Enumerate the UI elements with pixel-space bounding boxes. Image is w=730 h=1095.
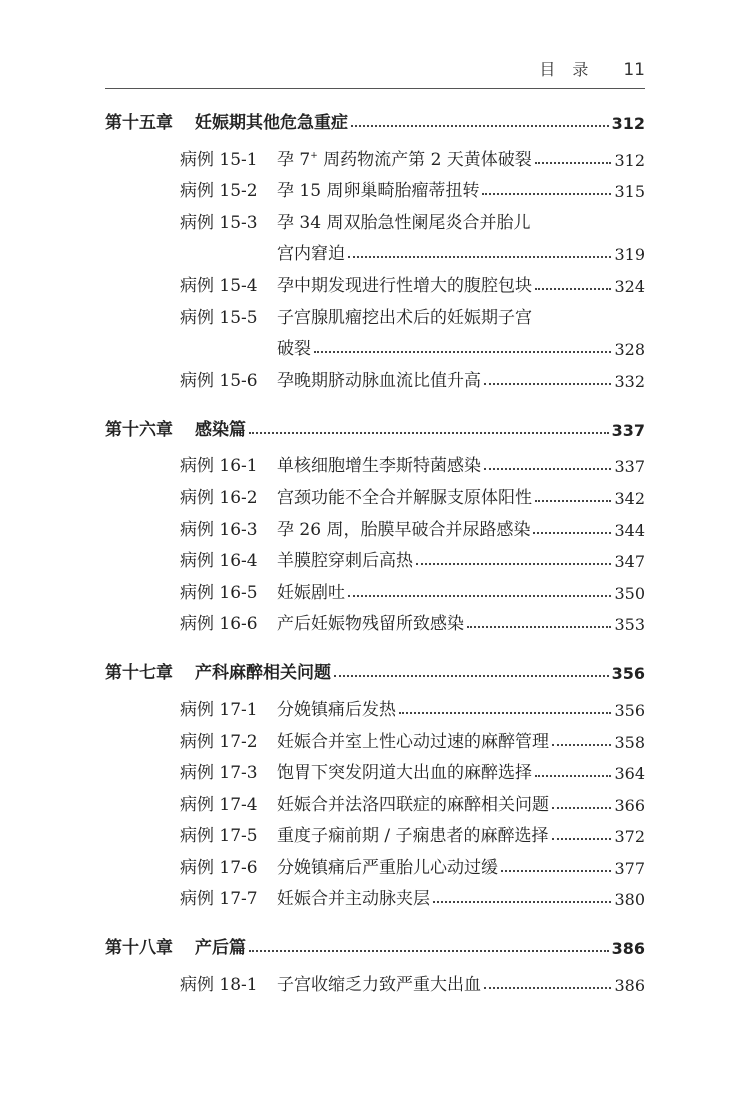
leader-dots bbox=[484, 468, 611, 470]
case-title: 羊膜腔穿刺后高热 bbox=[277, 551, 413, 572]
case-title: 子宫腺肌瘤挖出术后的妊娠期子宫 bbox=[277, 307, 532, 328]
chapter-label: 第十八章 bbox=[105, 938, 173, 959]
case-entry[interactable] bbox=[105, 570, 645, 602]
leader-dots bbox=[399, 712, 611, 714]
case-page-number: 366 bbox=[614, 795, 645, 815]
case-title: 妊娠合并主动脉夹层 bbox=[277, 889, 430, 910]
case-label: 病例 15-5 bbox=[180, 307, 258, 328]
leader-dots bbox=[552, 838, 612, 840]
leader-dots bbox=[552, 807, 611, 809]
case-title: 孕中期发现进行性增大的腹腔包块 bbox=[277, 275, 532, 296]
chapter-block bbox=[105, 921, 645, 994]
case-title: 妊娠合并法洛四联症的麻醉相关问题 bbox=[277, 794, 549, 815]
case-entry[interactable] bbox=[105, 327, 645, 359]
case-page-number: 344 bbox=[614, 520, 645, 540]
case-page-number: 347 bbox=[614, 552, 645, 572]
leader-dots bbox=[249, 950, 609, 952]
case-label: 病例 16-2 bbox=[180, 487, 258, 508]
case-label: 病例 15-2 bbox=[180, 181, 258, 202]
case-entry[interactable] bbox=[105, 962, 645, 994]
case-label: 病例 17-4 bbox=[180, 794, 258, 815]
case-page-number: 319 bbox=[614, 245, 645, 265]
case-title: 产后妊娠物残留所致感染 bbox=[277, 614, 464, 635]
case-label: 病例 17-5 bbox=[180, 826, 258, 847]
case-page-number: 350 bbox=[614, 583, 645, 603]
chapter-entry[interactable] bbox=[105, 646, 645, 682]
case-title: 单核细胞增生李斯特菌感染 bbox=[277, 456, 481, 477]
case-label: 病例 16-3 bbox=[180, 519, 258, 540]
case-title-text: 周药物流产第 2 天黄体破裂 bbox=[317, 149, 532, 170]
case-label: 病例 17-6 bbox=[180, 857, 258, 878]
case-title: 妊娠合并室上性心动过速的麻醉管理 bbox=[277, 731, 549, 752]
leader-dots bbox=[433, 901, 611, 903]
case-label: 病例 17-2 bbox=[180, 731, 258, 752]
case-label: 病例 15-1 bbox=[180, 149, 258, 170]
case-page-number: 372 bbox=[614, 827, 645, 847]
case-entry[interactable] bbox=[105, 232, 645, 264]
case-title: 妊娠剧吐 bbox=[277, 582, 345, 603]
case-title: 重度子痫前期 / 子痫患者的麻醉选择 bbox=[277, 826, 549, 847]
leader-dots bbox=[484, 987, 611, 989]
leader-dots bbox=[314, 351, 611, 353]
case-page-number: 356 bbox=[614, 700, 645, 720]
case-page-number: 364 bbox=[614, 764, 645, 784]
case-entry[interactable] bbox=[105, 719, 645, 751]
case-entry[interactable] bbox=[105, 687, 645, 719]
case-page-number: 380 bbox=[614, 890, 645, 910]
chapter-page-number: 312 bbox=[611, 114, 645, 133]
case-entry[interactable] bbox=[105, 845, 645, 877]
case-title: 饱胃下突发阴道大出血的麻醉选择 bbox=[277, 763, 532, 784]
case-label: 病例 17-7 bbox=[180, 889, 258, 910]
case-page-number: 328 bbox=[614, 340, 645, 360]
case-title bbox=[277, 149, 532, 170]
chapter-title: 产科麻醉相关问题 bbox=[195, 663, 331, 684]
chapter-block bbox=[105, 646, 645, 908]
case-entry[interactable] bbox=[105, 263, 645, 295]
chapter-block bbox=[105, 96, 645, 390]
leader-dots bbox=[249, 432, 609, 434]
leader-dots bbox=[351, 125, 609, 127]
case-title: 分娩镇痛后发热 bbox=[277, 699, 396, 720]
leader-dots bbox=[535, 500, 611, 502]
case-entry[interactable] bbox=[105, 814, 645, 846]
case-page-number: 342 bbox=[614, 488, 645, 508]
leader-dots bbox=[348, 595, 611, 597]
case-title: 孕晚期脐动脉血流比值升高 bbox=[277, 370, 481, 391]
header-rule bbox=[105, 88, 645, 89]
leader-dots bbox=[535, 288, 611, 290]
case-label: 病例 15-6 bbox=[180, 370, 258, 391]
chapter-title: 妊娠期其他危急重症 bbox=[195, 113, 348, 133]
case-entry[interactable] bbox=[105, 200, 645, 232]
leader-dots bbox=[533, 532, 611, 534]
chapter-page-number: 386 bbox=[611, 939, 645, 959]
case-title: 孕 26 周，胎膜早破合并尿路感染 bbox=[277, 519, 531, 540]
case-entry[interactable] bbox=[105, 507, 645, 539]
case-label: 病例 17-3 bbox=[180, 763, 258, 784]
chapter-block bbox=[105, 403, 645, 634]
leader-dots bbox=[484, 383, 611, 385]
header-section-title: 目录 bbox=[539, 60, 606, 79]
case-entry[interactable] bbox=[105, 751, 645, 783]
case-title: 宫内窘迫 bbox=[277, 244, 345, 265]
leader-dots bbox=[467, 626, 611, 628]
case-label: 病例 16-5 bbox=[180, 582, 258, 603]
case-page-number: 358 bbox=[614, 732, 645, 752]
leader-dots bbox=[482, 193, 611, 195]
chapter-label: 第十六章 bbox=[105, 419, 173, 440]
case-label: 病例 16-1 bbox=[180, 456, 258, 477]
case-page-number: 386 bbox=[614, 976, 645, 996]
case-title: 破裂 bbox=[277, 339, 311, 360]
case-label: 病例 16-4 bbox=[180, 551, 258, 572]
leader-dots bbox=[552, 744, 611, 746]
case-entry[interactable] bbox=[105, 539, 645, 571]
running-header bbox=[539, 57, 645, 80]
case-entry[interactable] bbox=[105, 475, 645, 507]
leader-dots bbox=[501, 870, 611, 872]
case-title: 子宫收缩乏力致严重大出血 bbox=[277, 975, 481, 996]
leader-dots bbox=[535, 162, 612, 164]
leader-dots bbox=[334, 675, 609, 677]
case-title: 孕 15 周卵巢畸胎瘤蒂扭转 bbox=[277, 181, 480, 202]
chapter-label: 第十五章 bbox=[105, 113, 173, 133]
case-page-number: 377 bbox=[614, 858, 645, 878]
chapter-page-number: 356 bbox=[611, 664, 645, 684]
case-page-number: 312 bbox=[614, 150, 645, 170]
case-label: 病例 17-1 bbox=[180, 699, 258, 720]
chapter-page-number: 337 bbox=[611, 420, 645, 440]
case-label: 病例 15-3 bbox=[180, 212, 258, 233]
case-entry[interactable] bbox=[105, 137, 645, 169]
case-entry[interactable] bbox=[105, 602, 645, 634]
case-label: 病例 16-6 bbox=[180, 614, 258, 635]
chapter-entry[interactable] bbox=[105, 96, 645, 132]
case-page-number: 324 bbox=[614, 276, 645, 296]
case-label: 病例 15-4 bbox=[180, 275, 258, 296]
case-entry[interactable] bbox=[105, 444, 645, 476]
chapter-entry[interactable] bbox=[105, 921, 645, 957]
case-page-number: 353 bbox=[614, 615, 645, 635]
case-title: 孕 34 周双胎急性阑尾炎合并胎儿 bbox=[277, 212, 531, 233]
case-entry[interactable] bbox=[105, 782, 645, 814]
case-title: 分娩镇痛后严重胎儿心动过缓 bbox=[277, 857, 498, 878]
leader-dots bbox=[535, 775, 611, 777]
header-page-number: 11 bbox=[623, 60, 645, 80]
chapter-entry[interactable] bbox=[105, 403, 645, 439]
case-label: 病例 18-1 bbox=[180, 975, 258, 996]
chapter-label: 第十七章 bbox=[105, 663, 173, 684]
case-entry[interactable] bbox=[105, 358, 645, 390]
table-of-contents bbox=[105, 96, 645, 1007]
case-title-prefix: 孕 7 bbox=[277, 149, 311, 170]
case-entry[interactable] bbox=[105, 877, 645, 909]
case-page-number: 337 bbox=[614, 457, 645, 477]
superscript-mark: + bbox=[310, 150, 318, 161]
leader-dots bbox=[348, 256, 611, 258]
chapter-title: 产后篇 bbox=[195, 938, 246, 959]
case-entry[interactable] bbox=[105, 295, 645, 327]
case-page-number: 332 bbox=[614, 371, 645, 391]
leader-dots bbox=[416, 563, 611, 565]
case-title: 宫颈功能不全合并解脲支原体阳性 bbox=[277, 487, 532, 508]
case-page-number: 315 bbox=[614, 182, 645, 202]
case-entry[interactable] bbox=[105, 169, 645, 201]
chapter-title: 感染篇 bbox=[195, 419, 246, 440]
